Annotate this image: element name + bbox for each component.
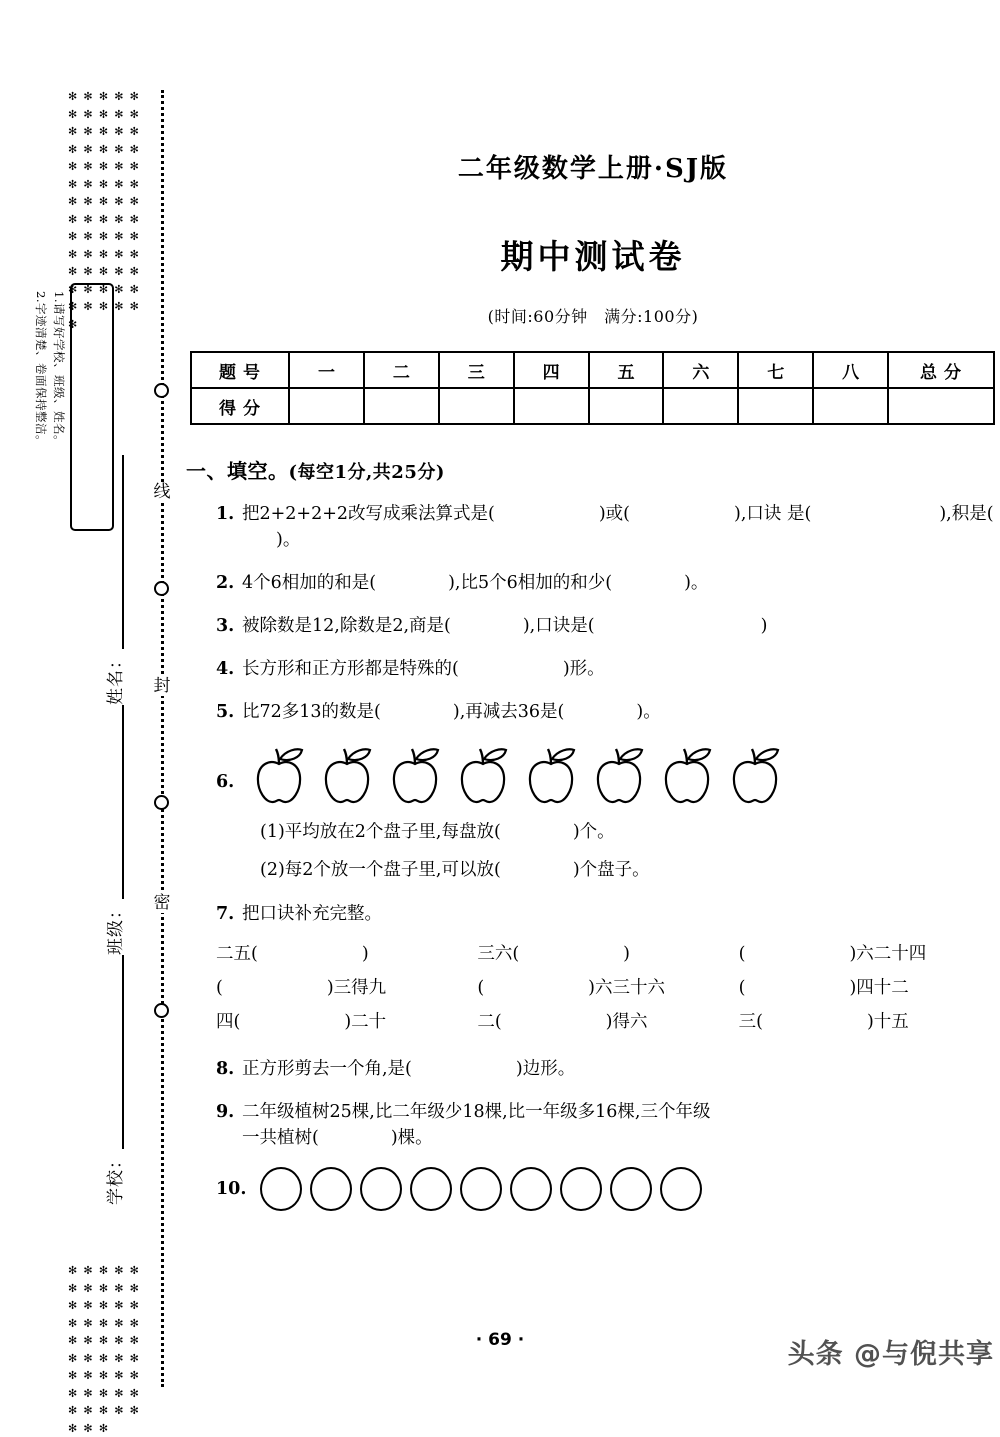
- question-2: [186, 570, 1000, 596]
- field-name-label: 姓名：: [106, 651, 126, 705]
- rhyme-3-1-a: 四(: [216, 1012, 241, 1032]
- question-6: [186, 745, 1000, 883]
- seal-char-xian: 线: [153, 482, 171, 502]
- score-col-4: 四: [514, 352, 589, 388]
- exam-subtitle: (时间:60分钟 满分:100分): [487, 307, 699, 326]
- circle-shape: [660, 1167, 702, 1211]
- score-col-5: 五: [589, 352, 664, 388]
- circle-shape: [310, 1167, 352, 1211]
- question-9-text-a: 二年级植树25棵,比二年级少18棵,比一年级多16棵,三个年级: [242, 1102, 711, 1122]
- multiplication-rhyme-grid: [186, 937, 1000, 1039]
- seal-circle-2: [154, 581, 169, 596]
- rhyme-3-2-a: 二(: [477, 1012, 502, 1032]
- question-1-text-c: ),口诀: [734, 504, 782, 524]
- score-table-row-label-score: 得分: [191, 388, 289, 424]
- question-4-text-a: 长方形和正方形都是特殊的(: [242, 659, 459, 679]
- question-5: [186, 699, 1000, 725]
- circle-shape: [410, 1167, 452, 1211]
- score-cell-7[interactable]: [738, 388, 813, 424]
- question-9-text-b: 一共植树(: [242, 1128, 319, 1148]
- question-4: [186, 656, 1000, 682]
- question-6-sub-2-text-a: 每2个放一个盘子里,可以放(: [284, 860, 501, 880]
- apple-icon: [522, 747, 580, 807]
- rhyme-row-2: [216, 971, 1000, 1005]
- seal-circle-4: [154, 1003, 169, 1018]
- question-5-text-a: 比72多13的数是(: [242, 702, 381, 722]
- rhyme-1-1-a: 二五(: [216, 944, 258, 964]
- question-3: [186, 613, 1000, 639]
- section-heading-label: 一、填空。: [186, 459, 289, 483]
- question-9: [186, 1099, 1000, 1151]
- apple-illustration: [242, 747, 1000, 807]
- rhyme-cell-2-3: [739, 971, 1000, 1005]
- question-10-number: 10.: [216, 1179, 247, 1199]
- question-3-number: 3.: [216, 616, 235, 636]
- rhyme-1-2-b: ): [623, 944, 630, 964]
- question-2-number: 2.: [216, 573, 235, 593]
- circle-shape: [610, 1167, 652, 1211]
- score-col-3: 三: [439, 352, 514, 388]
- score-cell-2[interactable]: [364, 388, 439, 424]
- question-7-number: 7.: [216, 904, 235, 924]
- instruction-line-1: 1.请写好学校、班级、姓名。: [52, 291, 66, 447]
- rhyme-2-2-b: )六三十六: [588, 978, 665, 998]
- rhyme-3-1-b: )二十: [344, 1012, 387, 1032]
- seal-char-feng: 封: [153, 676, 171, 696]
- circle-shape: [460, 1167, 502, 1211]
- question-7: [186, 901, 1000, 927]
- section-heading-points: (每空1分,共25分): [288, 462, 445, 483]
- question-4-number: 4.: [216, 659, 235, 679]
- score-col-6: 六: [663, 352, 738, 388]
- field-class-label: 班级：: [106, 901, 126, 955]
- exam-sheet: [186, 0, 1000, 1387]
- left-margin-apparatus: [0, 0, 180, 1435]
- question-1-text-b: )或(: [598, 504, 631, 524]
- circle-shape: [360, 1167, 402, 1211]
- apple-icon: [590, 747, 648, 807]
- score-cell-total[interactable]: [888, 388, 994, 424]
- rhyme-1-2-a: 三六(: [477, 944, 520, 964]
- exam-title: 期中测试卷: [500, 237, 686, 276]
- rhyme-1-3-b: )六二十四: [849, 944, 927, 964]
- score-cell-5[interactable]: [589, 388, 664, 424]
- rhyme-1-1-b: ): [361, 944, 369, 964]
- page-number: · 69 ·: [475, 1330, 525, 1350]
- score-table-row-label-question: 题号: [191, 352, 289, 388]
- question-1-text-d: 是(: [786, 504, 812, 524]
- section-heading: [186, 455, 1000, 484]
- circle-illustration: [254, 1167, 1000, 1211]
- circle-shape: [560, 1167, 602, 1211]
- apple-icon: [318, 747, 376, 807]
- question-6-sub-2-text-b: )个盘子。: [572, 860, 650, 880]
- apple-icon: [454, 747, 512, 807]
- question-6-sub-2-label: (2): [260, 860, 285, 880]
- score-col-2: 二: [364, 352, 439, 388]
- score-cell-1[interactable]: [289, 388, 364, 424]
- seal-dotted-line: [161, 90, 164, 1387]
- rhyme-cell-3-2: [477, 1005, 738, 1039]
- score-table-header-row: [191, 352, 994, 388]
- rhyme-row-3: [216, 1005, 1000, 1039]
- score-col-8: 八: [813, 352, 888, 388]
- question-6-sub-1-text-a: 平均放在2个盘子里,每盘放(: [284, 822, 501, 842]
- score-table-value-row: [191, 388, 994, 424]
- question-4-text-b: )形。: [562, 659, 605, 679]
- score-cell-4[interactable]: [514, 388, 589, 424]
- circle-shape: [260, 1167, 302, 1211]
- question-2-text-a: 4个6相加的和是(: [242, 573, 377, 593]
- question-7-prompt: 把口诀补充完整。: [242, 904, 382, 924]
- question-1-text-f: )。: [276, 530, 301, 550]
- rhyme-3-2-b: )得六: [605, 1012, 648, 1032]
- rhyme-2-1-b: )三得九: [326, 978, 387, 998]
- watermark: 头条 @与倪共享: [787, 1339, 994, 1370]
- rhyme-3-3-a: 三(: [738, 1012, 763, 1032]
- question-8-number: 8.: [216, 1059, 235, 1079]
- question-6-number: 6.: [216, 772, 235, 792]
- question-9-number: 9.: [216, 1102, 235, 1122]
- seal-char-mi: 密: [153, 893, 171, 913]
- question-3-text-a: 被除数是12,除数是2,商是(: [242, 616, 451, 636]
- question-5-text-b: ),再减去36是(: [452, 702, 565, 722]
- seal-circle-3: [154, 795, 169, 810]
- apple-icon: [250, 747, 308, 807]
- question-5-number: 5.: [216, 702, 235, 722]
- question-10: [186, 1167, 1000, 1211]
- question-6-sub-1-label: (1): [260, 822, 285, 842]
- rhyme-cell-1-1: [216, 937, 477, 971]
- score-cell-3[interactable]: [439, 388, 514, 424]
- question-1: [186, 501, 1000, 553]
- rhyme-cell-3-3: [739, 1005, 1000, 1039]
- document-title: 二年级数学上册·SJ版: [457, 154, 729, 184]
- decorative-star-grid-top: ✻✻✻✻✻✻✻✻✻✻✻✻✻✻✻✻✻✻✻✻✻✻✻✻✻✻✻✻✻✻✻✻✻✻✻✻✻✻✻✻✻✻✻✻✻✻✻✻✻✻✻✻✻✻✻✻✻✻✻✻✻✻✻✻✻✻: [68, 90, 146, 331]
- rhyme-row-1: [216, 937, 1000, 971]
- rhyme-2-3-b: )四十二: [849, 978, 909, 998]
- question-8-text-b: )边形。: [515, 1059, 576, 1079]
- question-1-number: 1.: [216, 504, 235, 524]
- question-6-sub-2: [242, 857, 1000, 883]
- rhyme-3-3-b: )十五: [866, 1012, 909, 1032]
- question-3-text-c: ): [760, 616, 768, 636]
- question-3-text-b: ),口诀是(: [522, 616, 595, 636]
- field-school-rule[interactable]: [122, 955, 124, 1149]
- rhyme-cell-1-2: [477, 937, 738, 971]
- rhyme-cell-3-1: [216, 1005, 477, 1039]
- question-1-text-a: 把2+2+2+2改写成乘法算式是(: [242, 504, 495, 524]
- apple-icon: [726, 747, 784, 807]
- question-9-text-c: )棵。: [390, 1128, 433, 1148]
- score-table: [190, 351, 995, 425]
- rhyme-2-2-a: (: [477, 978, 485, 998]
- score-col-7: 七: [738, 352, 813, 388]
- instruction-line-2: 2.字迹清楚、卷面保持整洁。: [34, 291, 48, 447]
- question-8: [186, 1056, 1000, 1082]
- field-name-rule[interactable]: [122, 455, 124, 649]
- circle-shape: [510, 1167, 552, 1211]
- rhyme-2-1-a: (: [216, 978, 223, 998]
- rhyme-cell-2-2: [477, 971, 738, 1005]
- rhyme-1-3-a: (: [738, 944, 746, 964]
- score-col-1: 一: [289, 352, 364, 388]
- rhyme-cell-2-1: [216, 971, 477, 1005]
- question-2-text-b: ),比5个6相加的和少(: [448, 573, 613, 593]
- rhyme-cell-1-3: [739, 937, 1000, 971]
- question-6-sub-1-text-b: )个。: [572, 822, 615, 842]
- score-col-total: 总分: [888, 352, 994, 388]
- decorative-star-grid-bottom: ✻✻✻✻✻✻✻✻✻✻✻✻✻✻✻✻✻✻✻✻✻✻✻✻✻✻✻✻✻✻✻✻✻✻✻✻✻✻✻✻✻✻✻✻✻✻✻✻: [68, 1264, 146, 1435]
- question-6-sub-1: [242, 819, 1000, 845]
- question-1-text-e: ),积是(: [939, 504, 994, 524]
- score-cell-6[interactable]: [663, 388, 738, 424]
- score-cell-8[interactable]: [813, 388, 888, 424]
- rhyme-2-3-a: (: [738, 978, 746, 998]
- apple-icon: [658, 747, 716, 807]
- field-school-label: 学校：: [106, 1151, 126, 1205]
- field-class-rule[interactable]: [122, 705, 124, 899]
- seal-circle-1: [154, 383, 169, 398]
- question-5-text-c: )。: [636, 702, 661, 722]
- apple-icon: [386, 747, 444, 807]
- question-2-text-c: )。: [684, 573, 709, 593]
- question-8-text-a: 正方形剪去一个角,是(: [242, 1059, 412, 1079]
